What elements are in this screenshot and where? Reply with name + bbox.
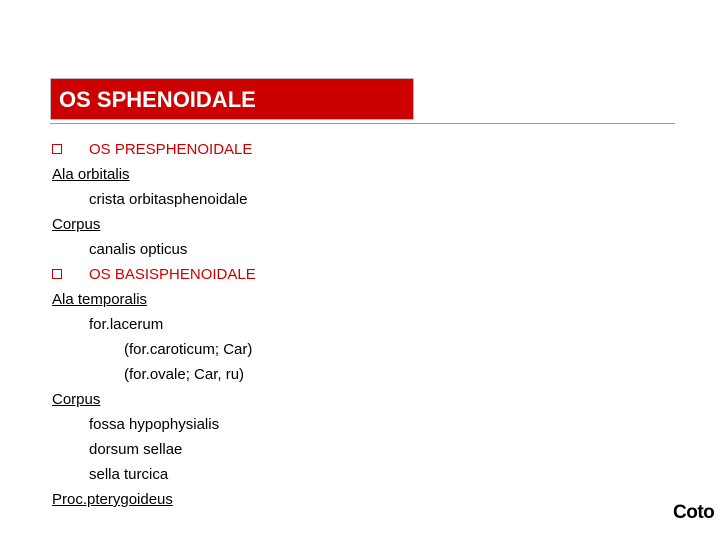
- subterm-dorsum-sellae: dorsum sellae: [89, 441, 183, 458]
- square-bullet-icon: [52, 269, 62, 279]
- subterm-fossa-hypophysialis: fossa hypophysialis: [89, 416, 220, 433]
- term-corpus-2: Corpus: [52, 391, 101, 408]
- heading-os-basisphenoidale: OS BASISPHENOIDALE: [89, 266, 256, 283]
- term-proc-pterygoideus: Proc.pterygoideus: [52, 491, 173, 508]
- term-corpus-1: Corpus: [52, 216, 101, 233]
- title-underline-rule: [50, 123, 675, 124]
- subterm-sella-turcica: sella turcica: [89, 466, 169, 483]
- heading-os-presphenoidale: OS PRESPHENOIDALE: [89, 141, 253, 158]
- subterm-canalis-opticus: canalis opticus: [89, 241, 188, 258]
- square-bullet-icon: [52, 144, 62, 154]
- term-ala-temporalis: Ala temporalis: [52, 291, 148, 308]
- term-ala-orbitalis: Ala orbitalis: [52, 166, 130, 183]
- subterm-for-ovale: (for.ovale; Car, ru): [124, 366, 245, 383]
- subterm-for-caroticum: (for.caroticum; Car): [124, 341, 253, 358]
- logo-text: Coto: [673, 502, 715, 523]
- title-bar: [50, 78, 414, 120]
- subterm-for-lacerum: for.lacerum: [89, 316, 164, 333]
- subterm-crista-orbitasphenoidale: crista orbitasphenoidale: [89, 191, 248, 208]
- slide-title: OS SPHENOIDALE: [59, 87, 256, 112]
